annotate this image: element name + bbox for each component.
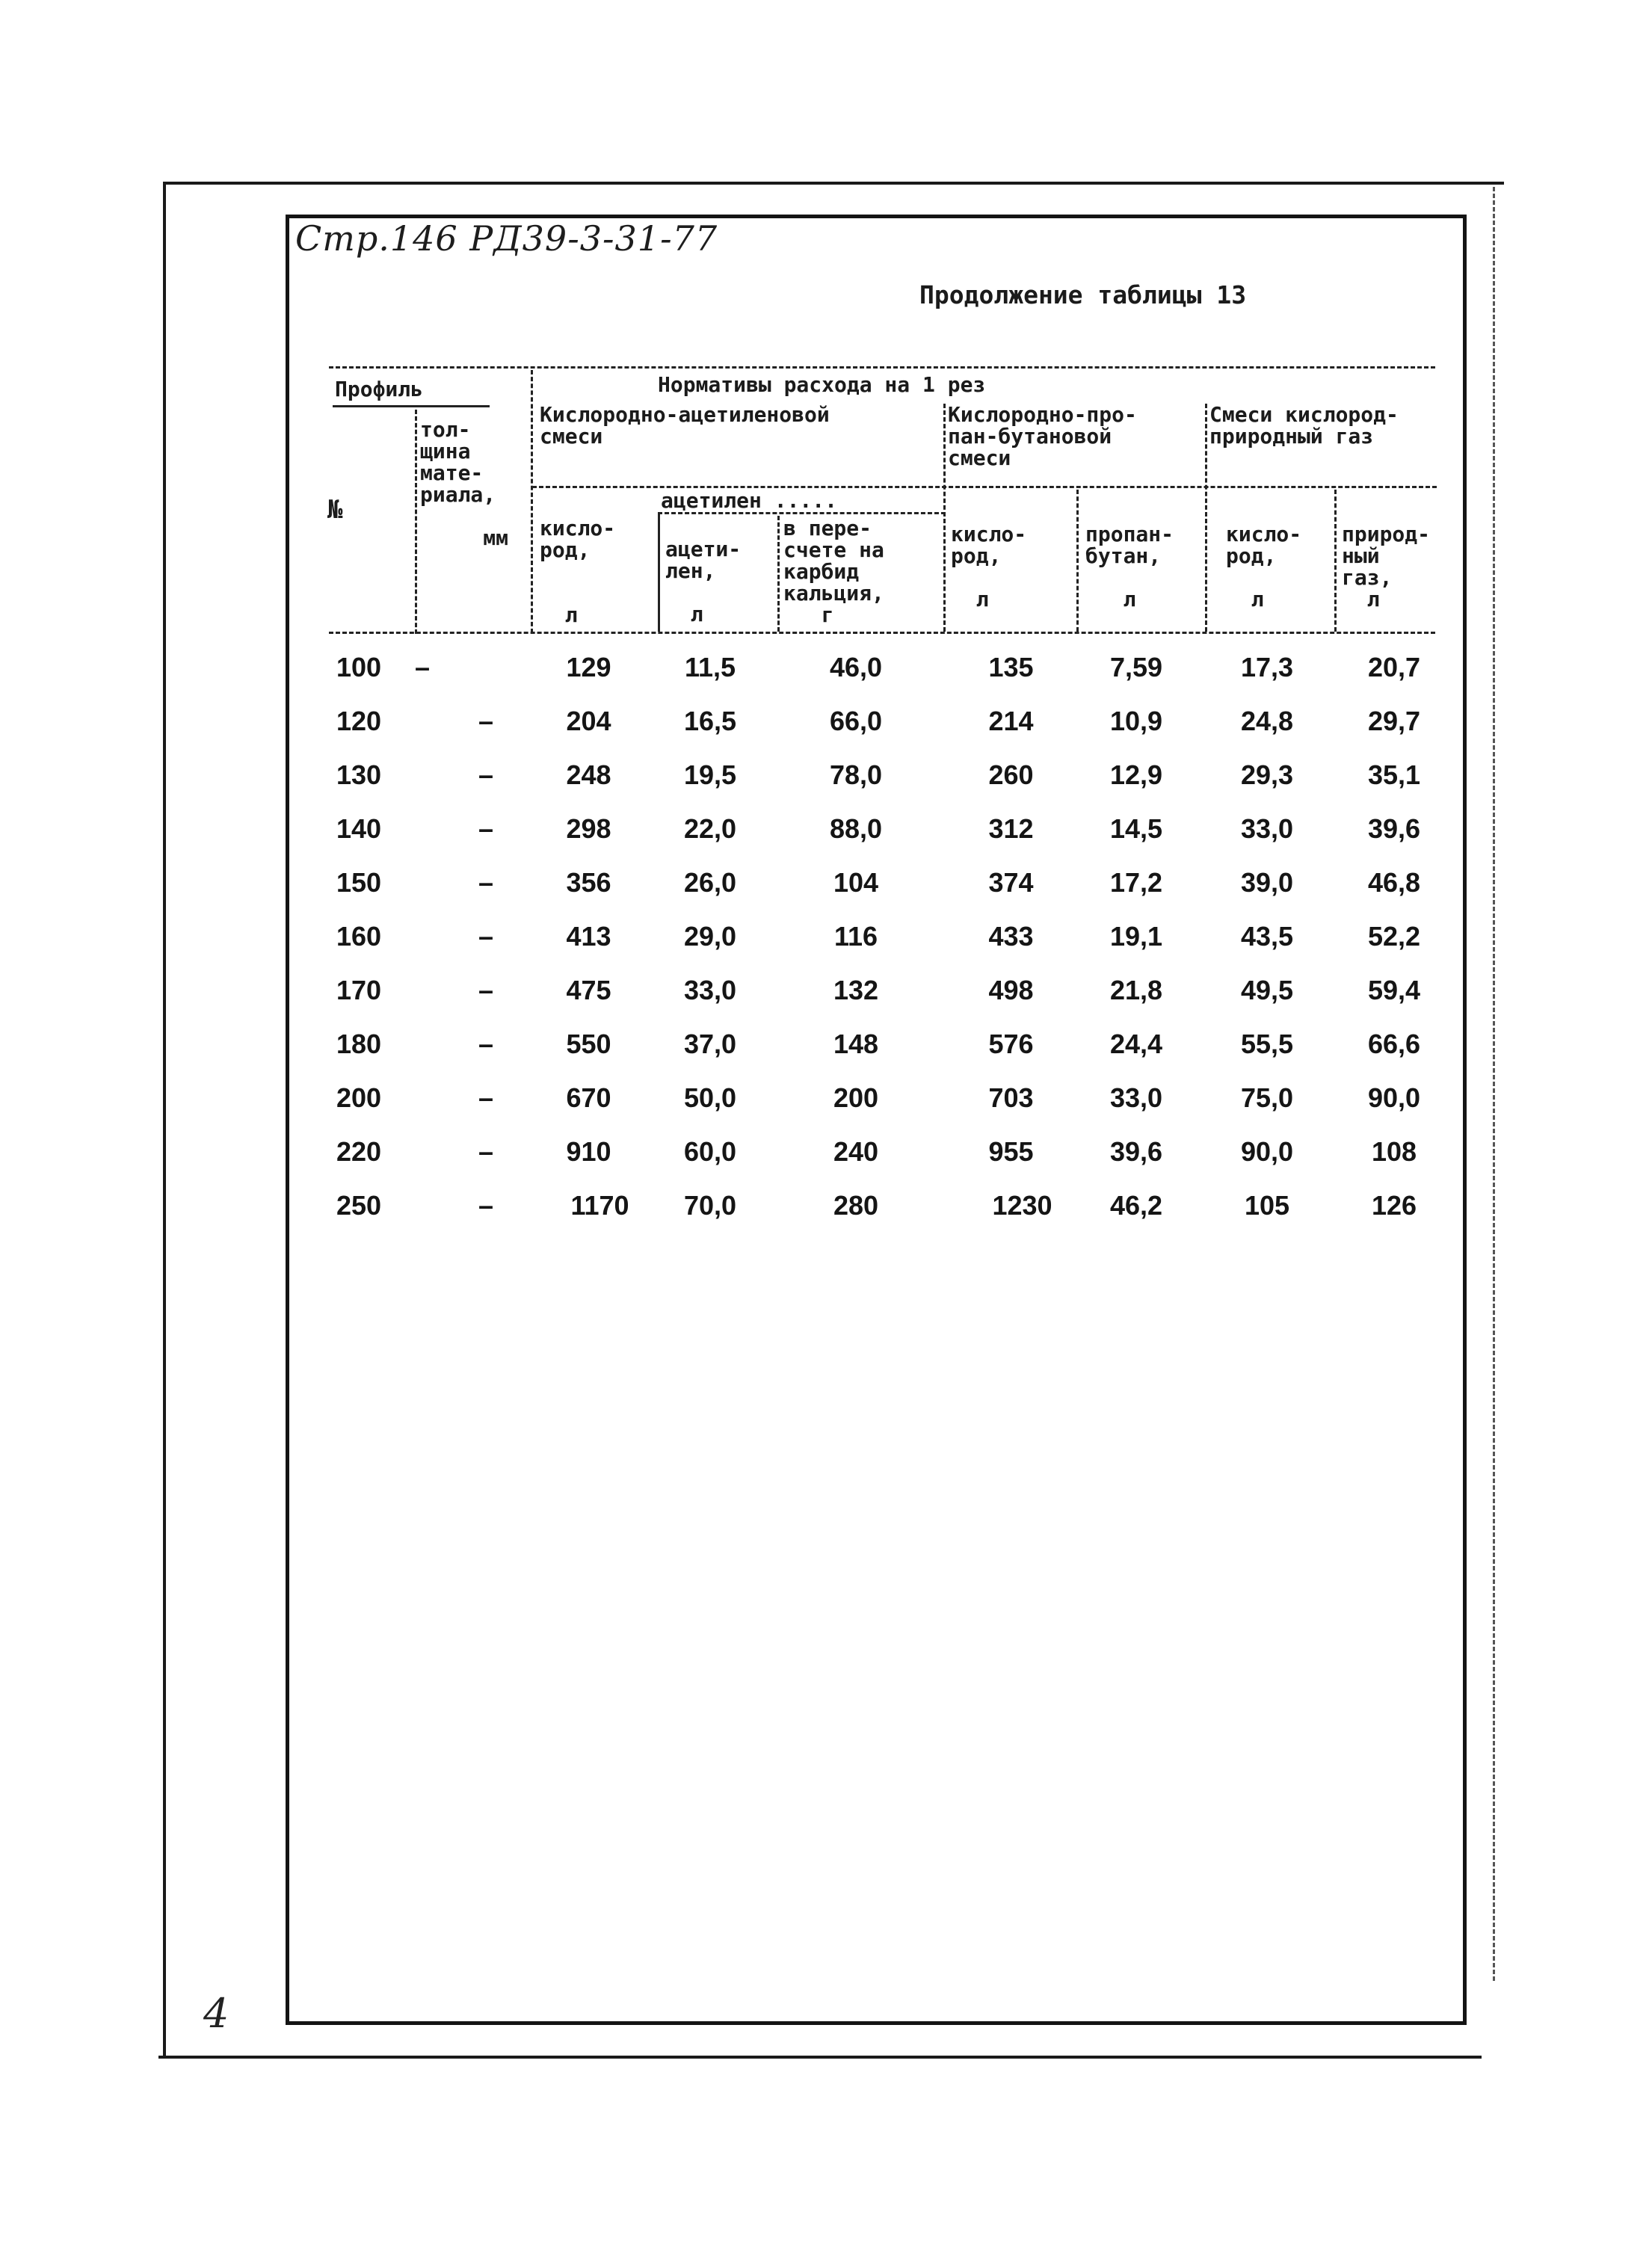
cell-thickness: – <box>478 706 494 736</box>
table-row <box>0 867 1652 921</box>
cell-carbide: 78,0 <box>829 759 883 790</box>
cell-carbide: 280 <box>833 1190 879 1221</box>
cell-carbide: 240 <box>833 1136 879 1167</box>
cell-thickness: – <box>478 921 494 952</box>
cell-thickness: – <box>478 1082 494 1113</box>
col-rule-5 <box>943 404 946 632</box>
cell-propane: 14,5 <box>1109 813 1163 844</box>
cell-number: 100 <box>336 652 382 682</box>
sheet-border-top <box>163 182 1504 185</box>
cell-oxygen-2: 312 <box>988 813 1034 844</box>
cell-thickness: – <box>414 652 431 682</box>
cell-oxygen-3: 49,5 <box>1240 975 1294 1005</box>
cell-natural-gas: 52,2 <box>1367 921 1421 952</box>
cell-number: 200 <box>336 1082 382 1113</box>
col-rule-8 <box>1334 490 1337 632</box>
cell-propane: 24,4 <box>1109 1029 1163 1059</box>
cell-number: 250 <box>336 1190 382 1221</box>
cell-oxygen-1: 248 <box>566 759 611 790</box>
cell-oxygen-1: 356 <box>566 867 611 898</box>
cell-number: 160 <box>336 921 382 952</box>
cell-carbide: 148 <box>833 1029 879 1059</box>
cell-oxygen-1: 475 <box>566 975 611 1005</box>
cell-natural-gas: 59,4 <box>1367 975 1421 1005</box>
header-oxygen-1: кисло- род, л <box>540 516 616 627</box>
cell-propane: 33,0 <box>1109 1082 1163 1113</box>
cell-acetylene: 70,0 <box>683 1190 737 1221</box>
header-carbide: в пере- счете на карбид кальция, г <box>783 516 884 627</box>
table-caption: Продолжение таблицы 13 <box>919 280 1247 309</box>
cell-oxygen-2: 374 <box>988 867 1034 898</box>
header-oxygen-3: кисло- род, л <box>1226 522 1302 611</box>
cell-natural-gas: 66,6 <box>1367 1029 1421 1059</box>
cell-propane: 17,2 <box>1109 867 1163 898</box>
cell-oxygen-2: 433 <box>988 921 1034 952</box>
cell-oxygen-3: 55,5 <box>1240 1029 1294 1059</box>
header-number: № <box>327 495 343 525</box>
header-thickness: тол- щина мате- риала, мм <box>420 417 509 550</box>
table-row <box>0 1029 1652 1082</box>
cell-carbide: 66,0 <box>829 706 883 736</box>
table-row <box>0 706 1652 759</box>
cell-oxygen-1: 1170 <box>570 1190 629 1221</box>
cell-number: 180 <box>336 1029 382 1059</box>
header-natural-gas: природ- ный газ, л <box>1342 522 1431 611</box>
header-rule-bottom <box>329 632 1435 634</box>
cell-oxygen-2: 260 <box>988 759 1034 790</box>
cell-oxygen-1: 129 <box>566 652 611 682</box>
cell-propane: 10,9 <box>1109 706 1163 736</box>
cell-thickness: – <box>478 759 494 790</box>
cell-oxygen-3: 75,0 <box>1240 1082 1294 1113</box>
cell-natural-gas: 29,7 <box>1367 706 1421 736</box>
cell-propane: 46,2 <box>1109 1190 1163 1221</box>
cell-propane: 39,6 <box>1109 1136 1163 1167</box>
cell-oxygen-2: 576 <box>988 1029 1034 1059</box>
cell-acetylene: 26,0 <box>683 867 737 898</box>
cell-carbide: 132 <box>833 975 879 1005</box>
table-row <box>0 1136 1652 1190</box>
cell-oxygen-3: 105 <box>1244 1190 1290 1221</box>
cell-propane: 12,9 <box>1109 759 1163 790</box>
cell-oxygen-2: 955 <box>988 1136 1034 1167</box>
cell-oxygen-1: 910 <box>566 1136 611 1167</box>
header-acetylene-l: ацети- лен, л <box>665 537 742 626</box>
table-row <box>0 921 1652 975</box>
col-rule-2 <box>531 370 533 633</box>
cell-natural-gas: 90,0 <box>1367 1082 1421 1113</box>
sheet-border-bottom <box>158 2056 1482 2059</box>
cell-thickness: – <box>478 867 494 898</box>
cell-number: 150 <box>336 867 382 898</box>
cell-oxygen-2: 135 <box>988 652 1034 682</box>
cell-propane: 21,8 <box>1109 975 1163 1005</box>
corner-mark: 4 <box>203 1990 229 2037</box>
cell-acetylene: 22,0 <box>683 813 737 844</box>
table-row <box>0 1082 1652 1136</box>
cell-oxygen-3: 39,0 <box>1240 867 1294 898</box>
cell-number: 170 <box>336 975 382 1005</box>
cell-oxygen-1: 670 <box>566 1082 611 1113</box>
col-rule-3 <box>658 512 660 632</box>
header-acetylene: ацетилен ..... <box>661 488 838 513</box>
cell-oxygen-1: 413 <box>566 921 611 952</box>
cell-carbide: 46,0 <box>829 652 883 682</box>
header-rule-top <box>329 366 1435 369</box>
cell-natural-gas: 39,6 <box>1367 813 1421 844</box>
cell-propane: 7,59 <box>1109 652 1163 682</box>
cell-oxygen-3: 17,3 <box>1240 652 1294 682</box>
header-propane: пропан- бутан, л <box>1085 522 1174 611</box>
table-row <box>0 1190 1652 1244</box>
cell-acetylene: 11,5 <box>684 652 736 682</box>
header-acetylene-mix: Кислородно-ацетиленовой смеси <box>540 402 830 448</box>
cell-number: 140 <box>336 813 382 844</box>
cell-thickness: – <box>478 1136 494 1167</box>
cell-propane: 19,1 <box>1109 921 1163 952</box>
cell-carbide: 116 <box>833 921 878 952</box>
cell-natural-gas: 46,8 <box>1367 867 1421 898</box>
cell-oxygen-2: 1230 <box>992 1190 1052 1221</box>
cell-carbide: 104 <box>833 867 879 898</box>
cell-thickness: – <box>478 813 494 844</box>
cell-oxygen-3: 43,5 <box>1240 921 1294 952</box>
cell-number: 130 <box>336 759 382 790</box>
cell-natural-gas: 20,7 <box>1367 652 1421 682</box>
cell-oxygen-1: 298 <box>566 813 611 844</box>
cell-thickness: – <box>478 1190 494 1221</box>
table-row <box>0 975 1652 1029</box>
col-rule-7 <box>1205 404 1207 632</box>
cell-acetylene: 19,5 <box>683 759 737 790</box>
table-row <box>0 813 1652 867</box>
cell-acetylene: 29,0 <box>683 921 737 952</box>
cell-acetylene: 16,5 <box>683 706 737 736</box>
header-propane-mix: Кислородно-про- пан-бутановой смеси <box>948 402 1137 470</box>
cell-oxygen-2: 214 <box>988 706 1034 736</box>
cell-acetylene: 50,0 <box>683 1082 737 1113</box>
table-row <box>0 652 1652 706</box>
cell-natural-gas: 126 <box>1371 1190 1417 1221</box>
cell-oxygen-2: 703 <box>988 1082 1034 1113</box>
cell-carbide: 88,0 <box>829 813 883 844</box>
header-oxygen-2: кисло- род, л <box>951 522 1027 611</box>
col-rule-1 <box>415 410 417 634</box>
cell-oxygen-3: 90,0 <box>1240 1136 1294 1167</box>
cell-oxygen-3: 29,3 <box>1240 759 1294 790</box>
col-rule-6 <box>1076 490 1079 632</box>
cell-natural-gas: 35,1 <box>1367 759 1421 790</box>
table-row <box>0 759 1652 813</box>
cell-carbide: 200 <box>833 1082 879 1113</box>
cell-oxygen-3: 24,8 <box>1240 706 1294 736</box>
cell-oxygen-1: 550 <box>566 1029 611 1059</box>
header-norms: Нормативы расхода на 1 рез <box>658 372 986 397</box>
cell-acetylene: 33,0 <box>683 975 737 1005</box>
header-natural-gas-mix: Смеси кислород- природный газ <box>1209 402 1399 448</box>
page-stamp: Стр.146 РД39-3-31-77 <box>295 218 718 259</box>
cell-oxygen-3: 33,0 <box>1240 813 1294 844</box>
header-profile: Профиль <box>335 377 424 401</box>
profile-underline <box>333 405 490 407</box>
cell-thickness: – <box>478 1029 494 1059</box>
cell-oxygen-1: 204 <box>566 706 611 736</box>
cell-thickness: – <box>478 975 494 1005</box>
cell-acetylene: 60,0 <box>683 1136 737 1167</box>
cell-number: 120 <box>336 706 382 736</box>
cell-natural-gas: 108 <box>1371 1136 1417 1167</box>
cell-oxygen-2: 498 <box>988 975 1034 1005</box>
cell-number: 220 <box>336 1136 382 1167</box>
col-rule-4 <box>777 516 780 632</box>
cell-acetylene: 37,0 <box>683 1029 737 1059</box>
